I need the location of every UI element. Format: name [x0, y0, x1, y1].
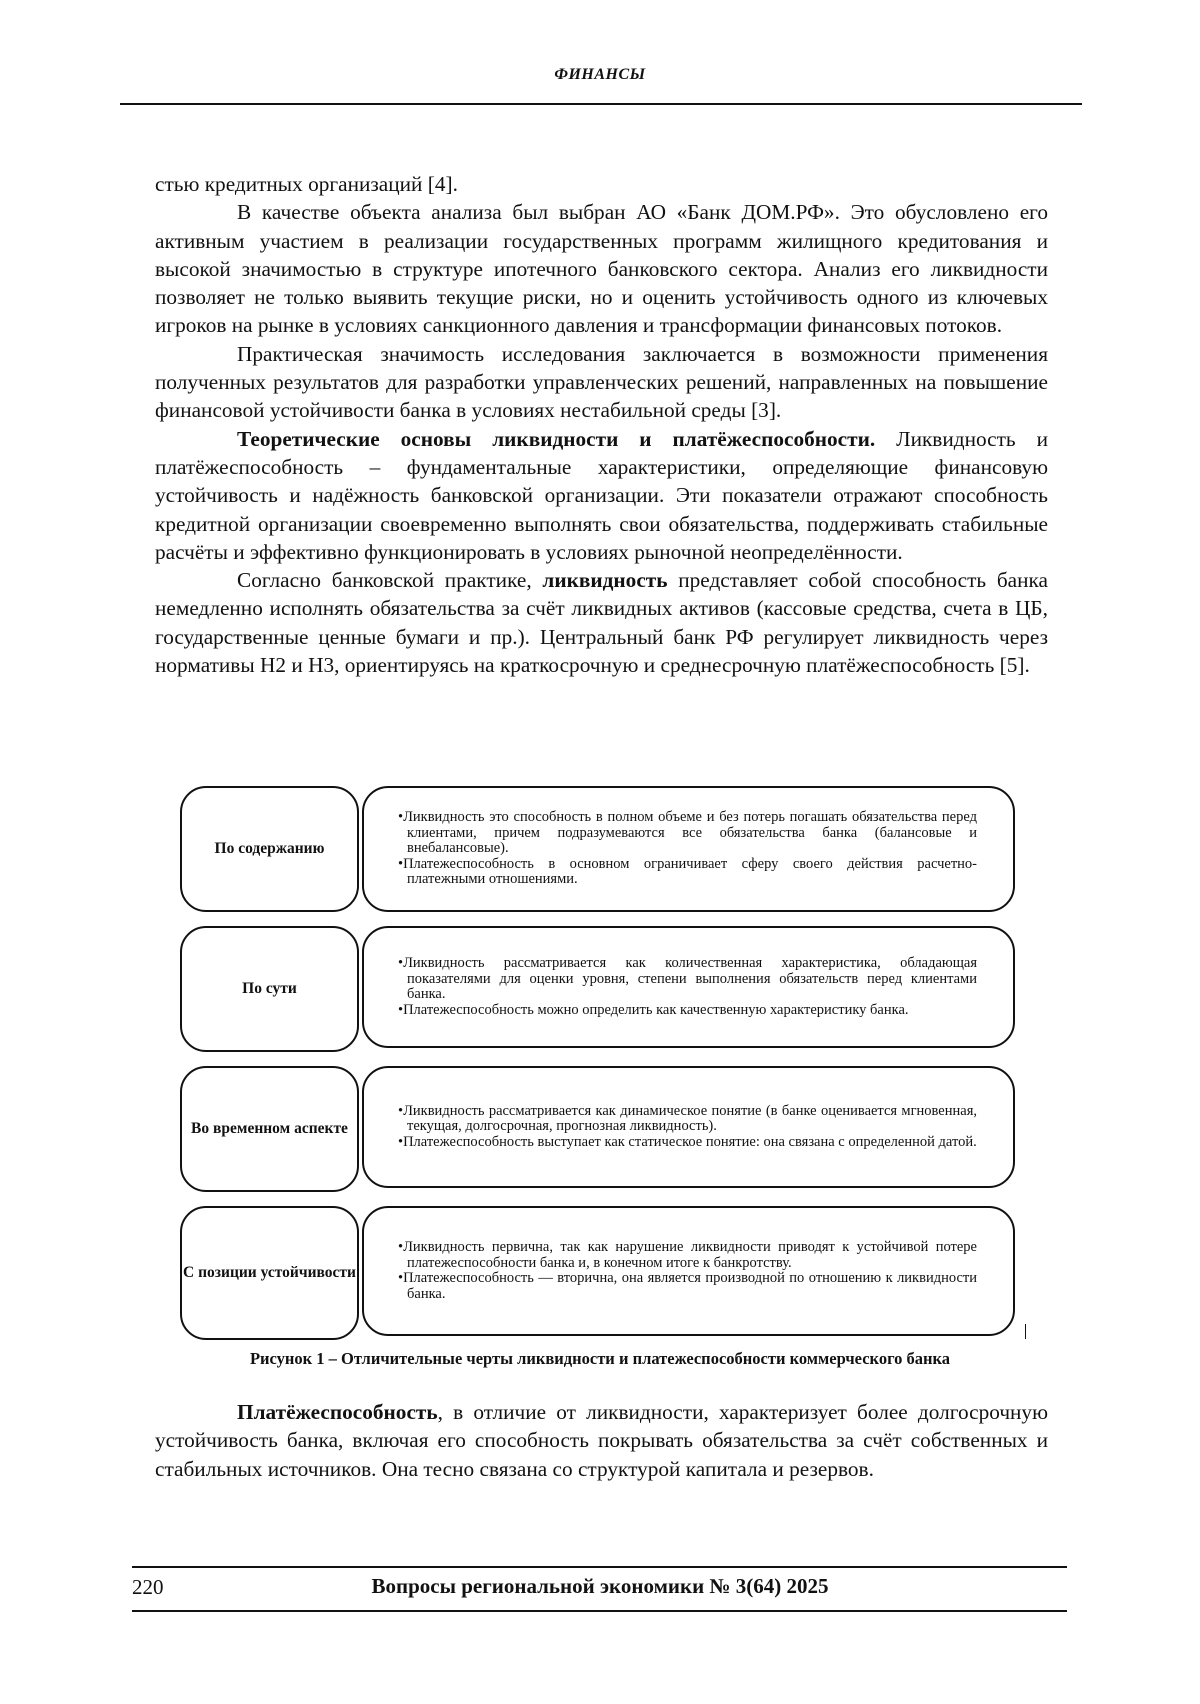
paragraph-theory-text: Ликвидность и платёжеспособность – фундаментальные характеристики, определяющие финансовую устойчивость и надёжность банковской организации. Эти показатели отражают способность кредитной организации своевременно выполнять свои обязательства, поддерживать стабильные расчёты и эффективно функционировать в условиях рыночной неопределённости.	[155, 426, 1048, 564]
diagram-description-time	[362, 1066, 1015, 1188]
footer-divider-top	[132, 1566, 1067, 1568]
paragraph-object: В качестве объекта анализа был выбран АО «Банк ДОМ.РФ». Это обусловлено его активным участием в реализации государственных программ жилищного кредитования и высокой значимостью в структуре ипотечного банковского сектора. Анализ его ликвидности позволяет не только выявить текущие риски, но и оценить устойчивость одного из ключевых игроков на рынке в условиях санкционного давления и трансформации финансовых потоков.	[155, 200, 1048, 338]
term-liquidity: ликвидность	[542, 568, 668, 593]
diagram-category-time: Во временном аспекте	[180, 1066, 359, 1192]
diagram-item: •Ликвидность это способность в полном объеме и без потерь погашать обязательства перед клиентами, причем подразумеваются все обязательства банка (балансовые и внебалансовые).	[398, 809, 977, 857]
diagram-item: •Ликвидность рассматривается как количественная характеристика, обладающая показателями для оценки уровня, степени выполнения обязательств перед клиентами банка.	[398, 955, 977, 1002]
diagram-item: •Платежеспособность — вторична, она является производной по отношению к ликвидности банка.	[398, 1270, 977, 1302]
figure-caption: Рисунок 1 – Отличительные черты ликвидности и платежеспособности коммерческого банка	[249, 1349, 951, 1368]
paragraph-solvency-text: , в отличие от ликвидности, характеризует более долгосрочную устойчивость банка, включая его способность покрывать обязательства за счёт собственных и стабильных источников. Она тесно связана со структурой капитала и резервов.	[155, 1400, 1048, 1481]
diagram-item: •Платежеспособность выступает как статическое понятие: она связана с определенной датой.	[398, 1133, 977, 1150]
body-text-top	[155, 170, 1048, 679]
running-header: ФИНАНСЫ	[554, 66, 646, 83]
page-number: 220	[132, 1575, 164, 1599]
journal-title: Вопросы региональной экономики № 3(64) 2025	[371, 1574, 829, 1598]
diagram-description-essence	[362, 926, 1015, 1048]
diagram-item: •Ликвидность первична, так как нарушение ликвидности приводят к устойчивой потере платежеспособности банка и, в конечном итоге к банкротству.	[398, 1239, 977, 1271]
paragraph-liquidity-text: представляет собой способность банка немедленно исполнять обязательства за счёт ликвидных активов (кассовые средства, счета в ЦБ, государственные ценные бумаги и пр.). Центральный банк РФ регулирует ликвидность через нормативы Н2 и Н3, ориентируясь на краткосрочную и среднесрочную платёжеспособность [5].	[155, 568, 1048, 678]
paragraph-significance: Практическая значимость исследования заключается в возможности применения полученных результатов для разработки управленческих решений, направленных на повышение финансовой устойчивости банка в условиях нестабильной среды [3].	[155, 341, 1048, 423]
diagram-item: •Платежеспособность можно определить как качественную характеристику банка.	[398, 1001, 909, 1018]
paragraph-theory	[155, 425, 1048, 566]
figure-edge-mark	[1025, 1324, 1026, 1339]
paragraph-liquidity-start: Согласно банковской практике,	[237, 568, 543, 593]
diagram-item: •Ликвидность рассматривается как динамическое понятие (в банке оценивается мгновенная, текущая, долгосрочная, прогнозная ликвидность).	[398, 1102, 977, 1135]
body-text-bottom	[155, 1398, 1048, 1483]
footer-divider-bottom	[132, 1610, 1067, 1612]
diagram-category-essence: По сути	[180, 926, 359, 1052]
diagram-description-content	[362, 786, 1015, 912]
figure-comparison-diagram	[180, 786, 1020, 1341]
diagram-item: •Платежеспособность в основном ограничивает сферу своего действия расчетно-платежными отношениями.	[398, 855, 977, 888]
diagram-description-stability	[362, 1206, 1015, 1336]
diagram-category-content: По содержанию	[180, 786, 359, 912]
header-divider	[120, 103, 1082, 105]
term-solvency: Платёжеспособность	[237, 1400, 438, 1424]
paragraph-liquidity	[155, 566, 1048, 679]
paragraph-continuation: стью кредитных организаций [4].	[155, 172, 458, 196]
paragraph-solvency	[155, 1398, 1048, 1483]
section-heading: Теоретические основы ликвидности и платёжеспособности.	[237, 426, 876, 451]
diagram-category-stability: С позиции устойчивости	[180, 1206, 359, 1340]
